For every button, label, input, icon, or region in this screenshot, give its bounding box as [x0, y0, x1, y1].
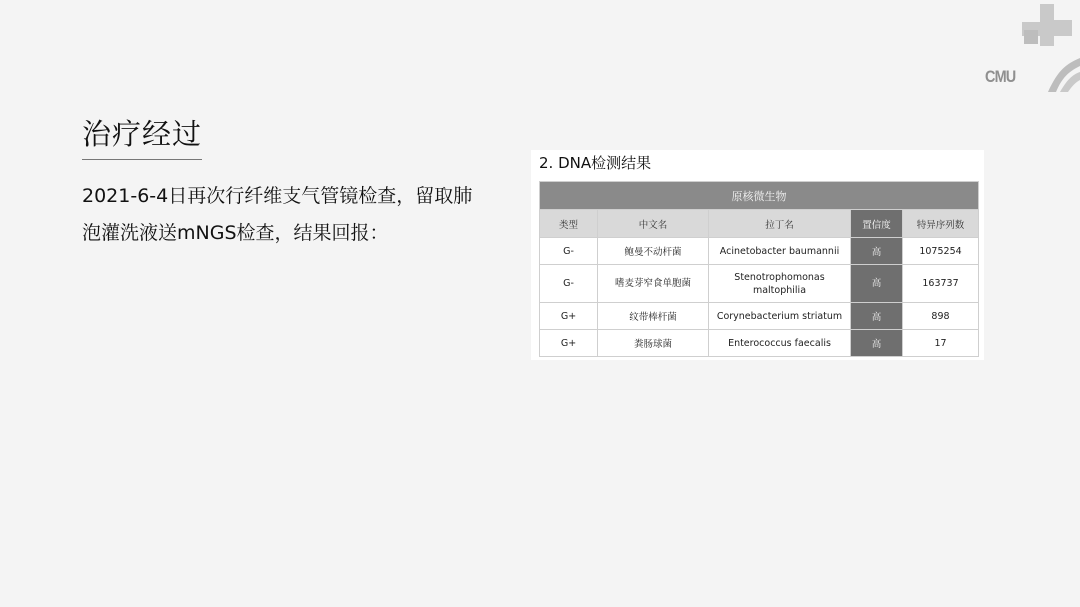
- slide-title: 治疗经过: [82, 112, 202, 160]
- header-confidence: 置信度: [851, 210, 903, 238]
- cell-confidence: 高: [851, 330, 903, 357]
- table-row: [540, 265, 979, 303]
- cell-reads: 17: [903, 330, 979, 357]
- cell-confidence: 高: [851, 238, 903, 265]
- cell-latin-name: Corynebacterium striatum: [709, 303, 851, 330]
- results-table: [539, 181, 979, 357]
- cell-type: G+: [540, 303, 598, 330]
- logo-text: CMU: [985, 67, 1016, 86]
- table-header-row: [540, 210, 979, 238]
- header-type: 类型: [540, 210, 598, 238]
- header-latin-name: 拉丁名: [709, 210, 851, 238]
- header-cn-name: 中文名: [598, 210, 709, 238]
- cell-cn-name: 嗜麦芽窄食单胞菌: [598, 265, 709, 303]
- header-reads: 特异序列数: [903, 210, 979, 238]
- cell-reads: 163737: [903, 265, 979, 303]
- panel-title: 2. DNA检测结果: [539, 154, 652, 172]
- cell-cn-name: 纹带棒杆菌: [598, 303, 709, 330]
- cell-cn-name: 粪肠球菌: [598, 330, 709, 357]
- cell-latin-name: Enterococcus faecalis: [709, 330, 851, 357]
- slide-body-text: 2021-6-4日再次行纤维支气管镜检查，留取肺泡灌洗液送mNGS检查，结果回报：: [82, 185, 473, 244]
- table-row: [540, 303, 979, 330]
- table-row: [540, 330, 979, 357]
- cell-latin-name: Stenotrophomonas maltophilia: [709, 265, 851, 303]
- table-row: [540, 238, 979, 265]
- dna-results-panel: [531, 150, 984, 360]
- cell-confidence: 高: [851, 303, 903, 330]
- table-banner: 原核微生物: [540, 182, 979, 210]
- cell-cn-name: 鲍曼不动杆菌: [598, 238, 709, 265]
- table-banner-row: [540, 182, 979, 210]
- cell-type: G-: [540, 265, 598, 303]
- cell-confidence: 高: [851, 265, 903, 303]
- cell-reads: 1075254: [903, 238, 979, 265]
- cell-reads: 898: [903, 303, 979, 330]
- cell-type: G-: [540, 238, 598, 265]
- cell-type: G+: [540, 330, 598, 357]
- cell-latin-name: Acinetobacter baumannii: [709, 238, 851, 265]
